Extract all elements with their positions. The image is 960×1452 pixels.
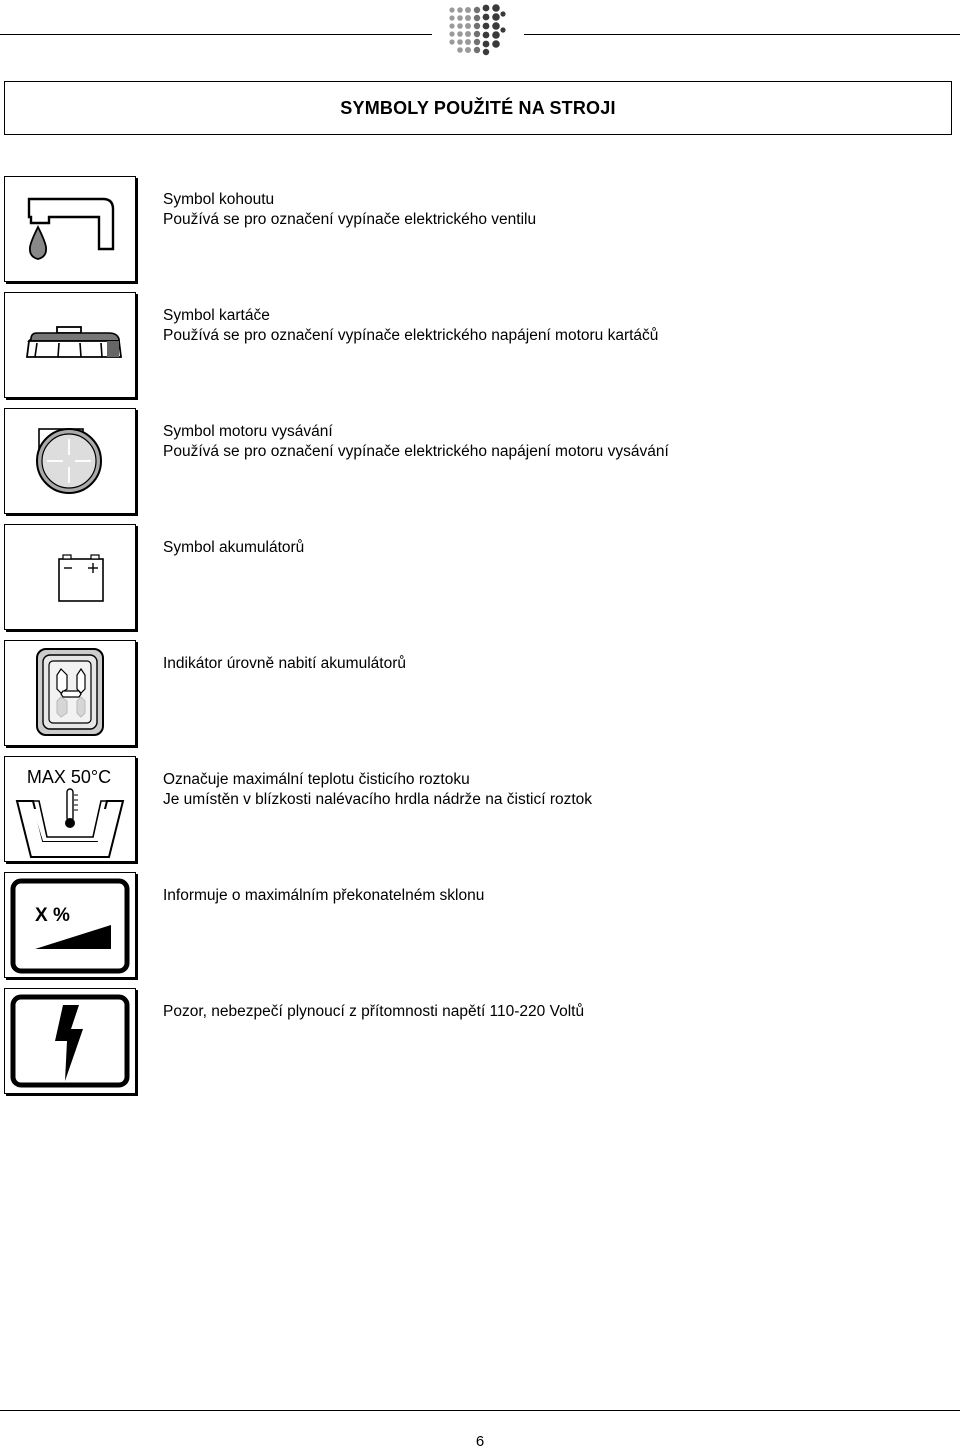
battery-level-indicator-icon — [5, 641, 134, 744]
symbol-row-brush — [4, 292, 904, 398]
title-box — [4, 81, 952, 135]
symbol-title: Informuje o maximálním překonatelném sklonu — [163, 887, 485, 904]
symbol-title: Symbol motoru vysávání — [163, 423, 333, 440]
symbol-box — [4, 640, 136, 746]
symbol-box — [4, 524, 136, 630]
max-temperature-label: MAX 50°C — [26, 767, 112, 787]
symbol-row-battery-level — [4, 640, 904, 746]
header-rule-right — [524, 34, 960, 35]
symbol-description: Používá se pro označení vypínače elektrického napájení motoru kartáčů — [163, 327, 659, 344]
symbol-title: Symbol kohoutu — [163, 191, 275, 208]
symbol-description: Používá se pro označení vypínače elektrického ventilu — [163, 211, 537, 228]
symbol-title: Symbol akumulátorů — [163, 539, 305, 556]
page-number: 6 — [475, 1433, 485, 1450]
header-rule-left — [0, 34, 432, 35]
symbol-row-max-slope — [4, 872, 904, 978]
brush-icon — [5, 293, 134, 396]
max-slope-icon — [5, 873, 134, 976]
symbol-row-tap — [4, 176, 904, 282]
symbol-box — [4, 756, 136, 862]
symbol-description: Je umístěn v blízkosti nalévacího hrdla nádrže na čisticí roztok — [163, 791, 593, 808]
footer-rule — [0, 1410, 960, 1411]
symbol-box — [4, 176, 136, 282]
company-logo-icon — [446, 2, 508, 56]
tap-icon — [5, 177, 134, 280]
symbol-row-battery — [4, 524, 904, 630]
page-title: SYMBOLY POUŽITÉ NA STROJI — [340, 97, 616, 118]
symbol-box — [4, 988, 136, 1094]
symbol-row-max-temperature — [4, 756, 904, 862]
symbol-row-vacuum-motor — [4, 408, 904, 514]
symbol-description: Používá se pro označení vypínače elektrického napájení motoru vysávání — [163, 443, 669, 460]
max-slope-label: X % — [35, 905, 70, 926]
high-voltage-icon — [5, 989, 134, 1092]
symbol-title: Označuje maximální teplotu čisticího roztoku — [163, 771, 470, 788]
battery-icon — [5, 525, 134, 628]
symbol-title: Pozor, nebezpečí plynoucí z přítomnosti napětí 110-220 Voltů — [163, 1003, 585, 1020]
symbol-title: Symbol kartáče — [163, 307, 270, 324]
vacuum-motor-icon — [5, 409, 134, 512]
symbol-box — [4, 872, 136, 978]
symbol-row-high-voltage — [4, 988, 904, 1094]
max-temperature-icon — [5, 757, 134, 860]
symbol-box — [4, 292, 136, 398]
symbol-title: Indikátor úrovně nabití akumulátorů — [163, 655, 406, 672]
symbol-box — [4, 408, 136, 514]
